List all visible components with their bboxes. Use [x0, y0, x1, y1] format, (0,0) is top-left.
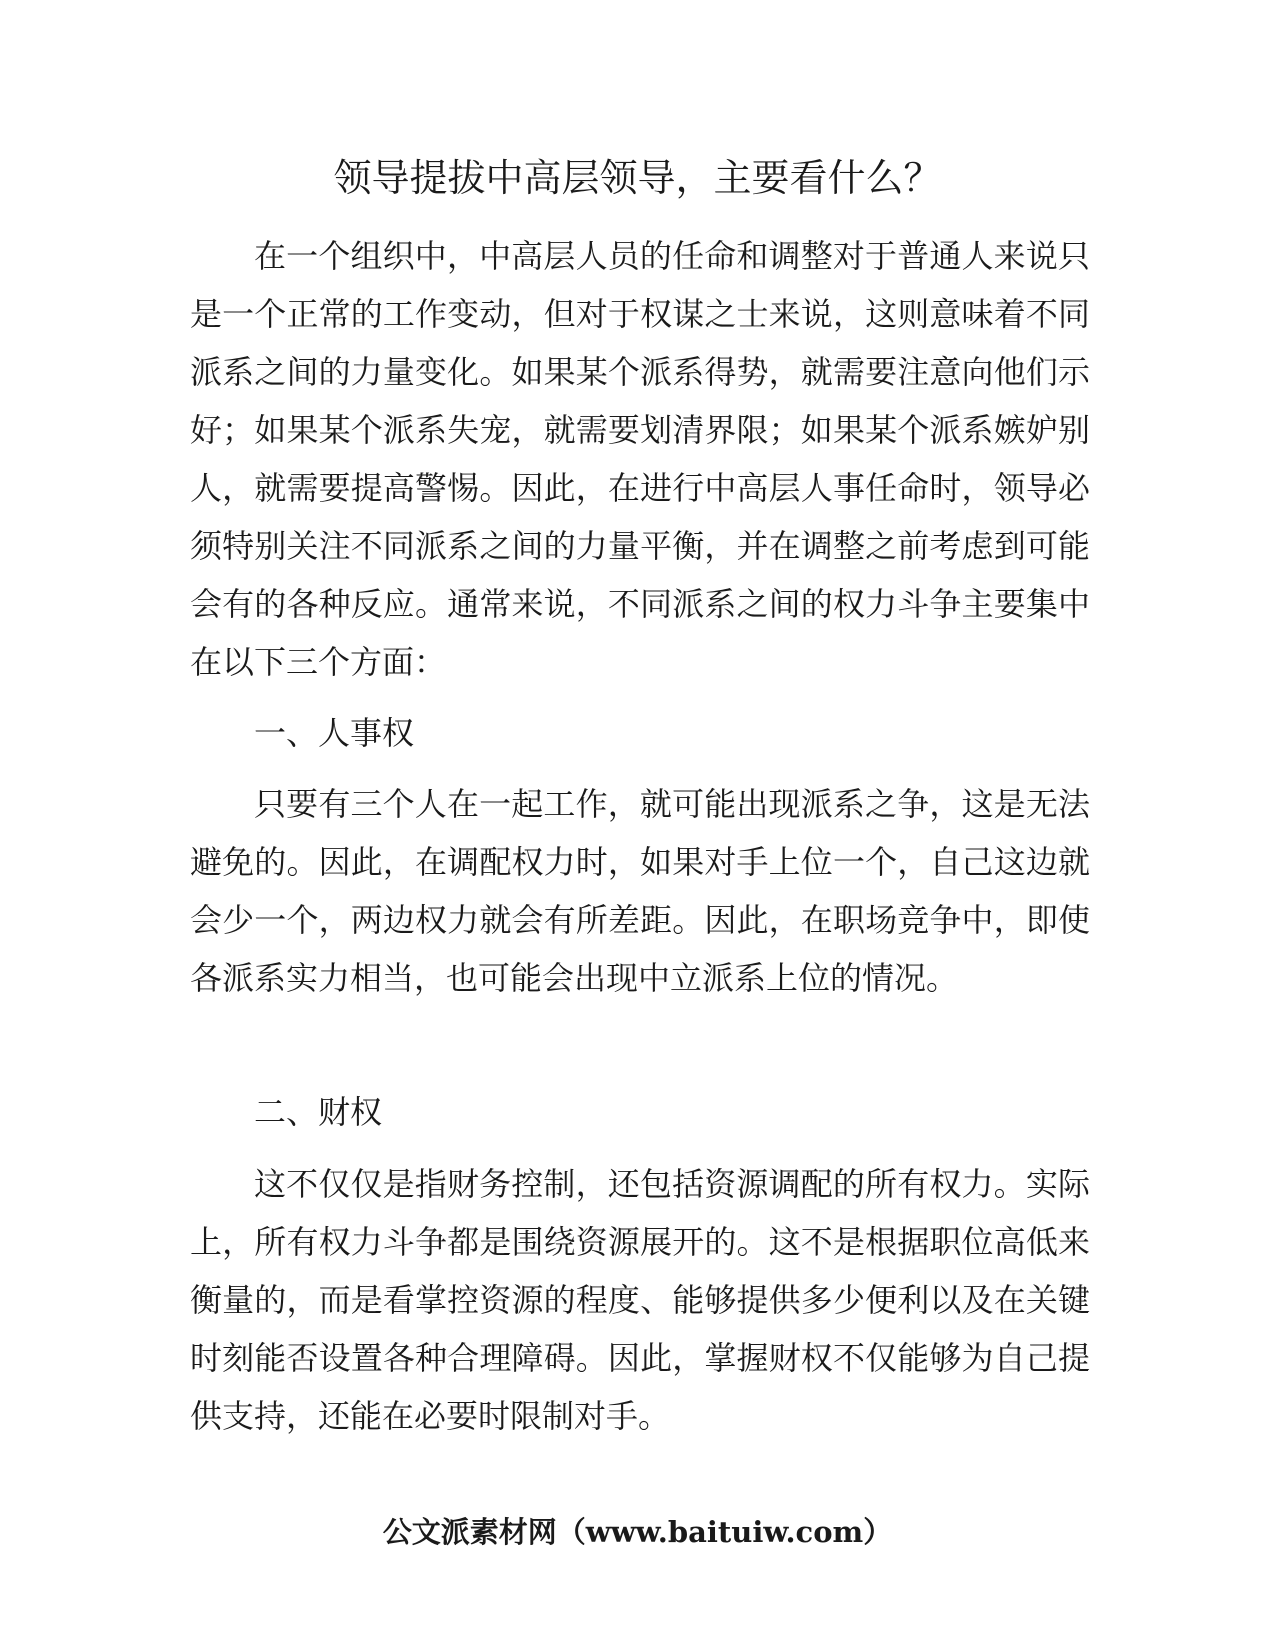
footer-watermark: 公文派素材网（www.baituiw.com） [382, 1515, 893, 1549]
section-heading-finance: 二、财权 [254, 1093, 383, 1131]
section-body-finance: 这不仅仅是指财务控制，还包括资源调配的所有权力。实际上，所有权力斗争都是围绕资源展开的。这不是根据职位高低来衡量的，而是看掌控资源的程度、能够提供多少便利以及在关键时刻能否设置各种合理障碍。因此，掌握财权不仅能够为自己提供支持，还能在必要时限制对手。 [190, 1165, 1090, 1435]
document-title: 领导提拔中高层领导，主要看什么？ [333, 156, 942, 200]
section-heading-personnel: 一、人事权 [254, 714, 415, 752]
intro-paragraph: 在一个组织中，中高层人员的任命和调整对于普通人来说只是一个正常的工作变动，但对于权谋之士来说，这则意味着不同派系之间的力量变化。如果某个派系得势，就需要注意向他们示好；如果某个派系失宠，就需要划清界限；如果某个派系嫉妒别人，就需要提高警惕。因此，在进行中高层人事任命时，领导必须特别关注不同派系之间的力量平衡，并在调整之前考虑到可能会有的各种反应。通常来说，不同派系之间的权力斗争主要集中在以下三个方面： [190, 237, 1090, 681]
section-body-personnel: 只要有三个人在一起工作，就可能出现派系之争，这是无法避免的。因此，在调配权力时，如果对手上位一个，自己这边就会少一个，两边权力就会有所差距。因此，在职场竞争中，即使各派系实力相当，也可能会出现中立派系上位的情况。 [190, 785, 1090, 997]
